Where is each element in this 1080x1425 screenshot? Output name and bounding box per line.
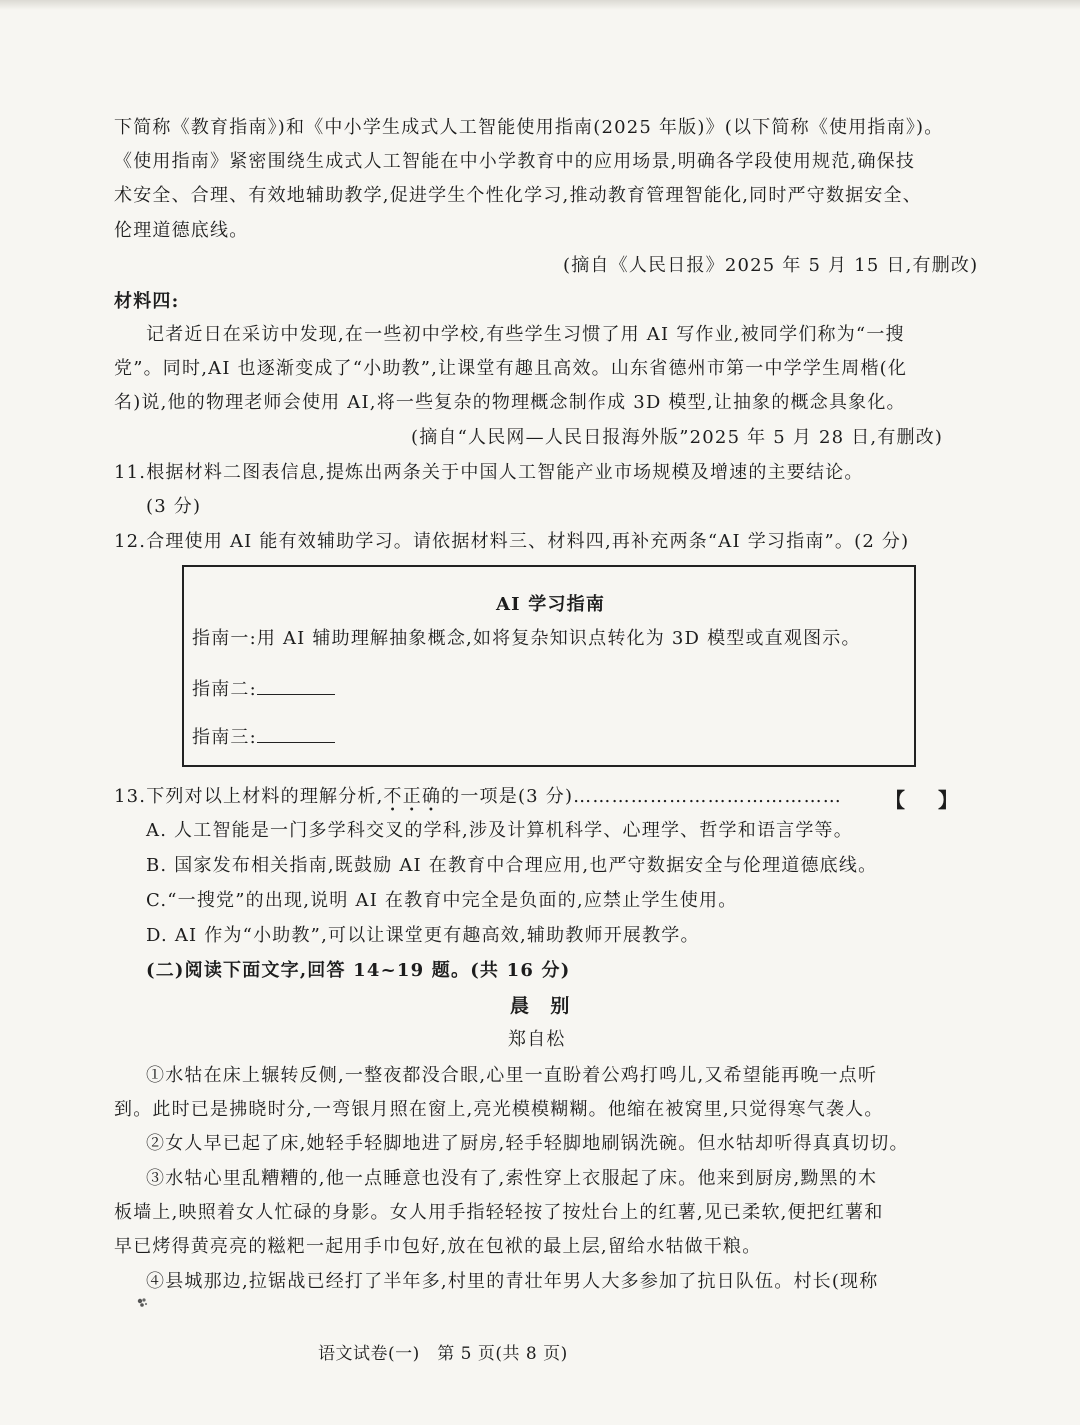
material4-source: (摘自“人民网—人民日报海外版”2025 年 5 月 28 日,有删改) (411, 427, 944, 448)
material4-line-1: 记者近日在采访中发现,在一些初中学校,有些学生习惯了用 AI 写作业,被同学们称为“一搜 (146, 324, 905, 345)
question-13-stem (114, 784, 842, 810)
question-12: 12.合理使用 AI 能有效辅助学习。请依据材料三、材料四,再补充两条“AI 学习指南”。(2 分) (114, 531, 910, 552)
q13-option-d[interactable]: D. AI 作为“小助教”,可以让课堂更有趣高效,辅助教师开展教学。 (146, 925, 700, 946)
story-line-5: 板墙上,映照着女人忙碌的身影。女人用手指轻轻按了按灶台上的红薯,见已柔软,便把红薯和 (114, 1202, 884, 1223)
story-line-6: 早已烤得黄亮亮的糍粑一起用手巾包好,放在包袱的最上层,留给水牯做干粮。 (114, 1236, 762, 1257)
material3-line-2: 《使用指南》紧密围绕生成式人工智能在中小学教育中的应用场景,明确各学段使用规范,确保技 (114, 151, 916, 172)
q13-option-c[interactable]: C.“一搜党”的出现,说明 AI 在教育中完全是负面的,应禁止学生使用。 (146, 890, 738, 911)
ai-guide-2-blank[interactable] (257, 676, 335, 695)
q13-emph-3: 确 (421, 786, 442, 807)
q13-option-a[interactable]: A. 人工智能是一门多学科交叉的学科,涉及计算机科学、心理学、哲学和语言学等。 (146, 820, 853, 841)
answer-bracket-open: 【 (885, 788, 905, 812)
ai-guide-2 (192, 676, 335, 703)
story-line-4: ③水牯心里乱糟糟的,他一点睡意也没有了,索性穿上衣服起了床。他来到厨房,黝黑的木 (146, 1168, 878, 1189)
story-line-2: 到。此时已是拂晓时分,一弯银月照在窗上,亮光模模糊糊。他缩在被窝里,只觉得寒气袭人。 (114, 1099, 884, 1120)
q13-emph-2: 正 (402, 786, 422, 807)
material3-source: (摘自《人民日报》2025 年 5 月 15 日,有删改) (563, 255, 979, 276)
material4-line-3: 名)说,他的物理老师会使用 AI,将一些复杂的物理概念制作成 3D 模型,让抽象的概念具象化。 (114, 392, 906, 413)
material4-line-2: 党”。同时,AI 也逐渐变成了“小助教”,让课堂有趣且高效。山东省德州市第一中学学生周楷(化 (114, 358, 908, 379)
story-line-7: ④县城那边,拉锯战已经打了半年多,村里的青壮年男人大多参加了抗日队伍。村长(现称 (146, 1271, 879, 1292)
material3-line-4: 伦理道德底线。 (114, 220, 249, 241)
q13-stem-post: 的一项是(3 分)…………………………………… (441, 786, 842, 807)
q13-emph-1: 不 (383, 786, 403, 807)
story-line-1: ①水牯在床上辗转反侧,一整夜都没合眼,心里一直盼着公鸡打鸣儿,又希望能再晚一点听 (146, 1065, 878, 1086)
material4-heading: 材料四: (114, 291, 180, 312)
story-title: 晨 别 (510, 995, 571, 1017)
ink-smudge-icon (134, 1294, 150, 1310)
ai-guide-3-label: 指南三: (192, 727, 257, 748)
q13-option-b[interactable]: B. 国家发布相关指南,既鼓励 AI 在教育中合理应用,也严守数据安全与伦理道德底线。 (146, 855, 878, 876)
story-author: 郑自松 (508, 1029, 566, 1050)
ai-guide-3-blank[interactable] (257, 724, 335, 743)
ai-guide-title: AI 学习指南 (496, 594, 606, 615)
ai-guide-2-label: 指南二: (192, 679, 257, 700)
ai-guide-1: 指南一:用 AI 辅助理解抽象概念,如将复杂知识点转化为 3D 模型或直观图示。 (192, 628, 861, 649)
material3-line-1: 下简称《教育指南》)和《中小学生成式人工智能使用指南(2025 年版)》(以下简称《使用指南》)。 (114, 117, 944, 138)
scan-shadow (0, 0, 1080, 10)
story-line-3: ②女人早已起了床,她轻手轻脚地进了厨房,轻手轻脚地刷锅洗碗。但水牯却听得真真切切。 (146, 1133, 909, 1154)
material3-line-3: 术安全、合理、有效地辅助教学,促进学生个性化学习,推动教育管理智能化,同时严守数据安全、 (114, 185, 922, 206)
ai-guide-3 (192, 724, 335, 751)
question-11-score: (3 分) (146, 496, 202, 517)
section-2-heading: (二)阅读下面文字,回答 14~19 题。(共 16 分) (146, 960, 571, 981)
question-11: 11.根据材料二图表信息,提炼出两条关于中国人工智能产业市场规模及增速的主要结论。 (114, 462, 864, 483)
page-footer: 语文试卷(一) 第 5 页(共 8 页) (318, 1344, 568, 1364)
answer-bracket-close: 】 (938, 788, 958, 812)
q13-stem-pre: 13.下列对以上材料的理解分析, (114, 786, 384, 807)
